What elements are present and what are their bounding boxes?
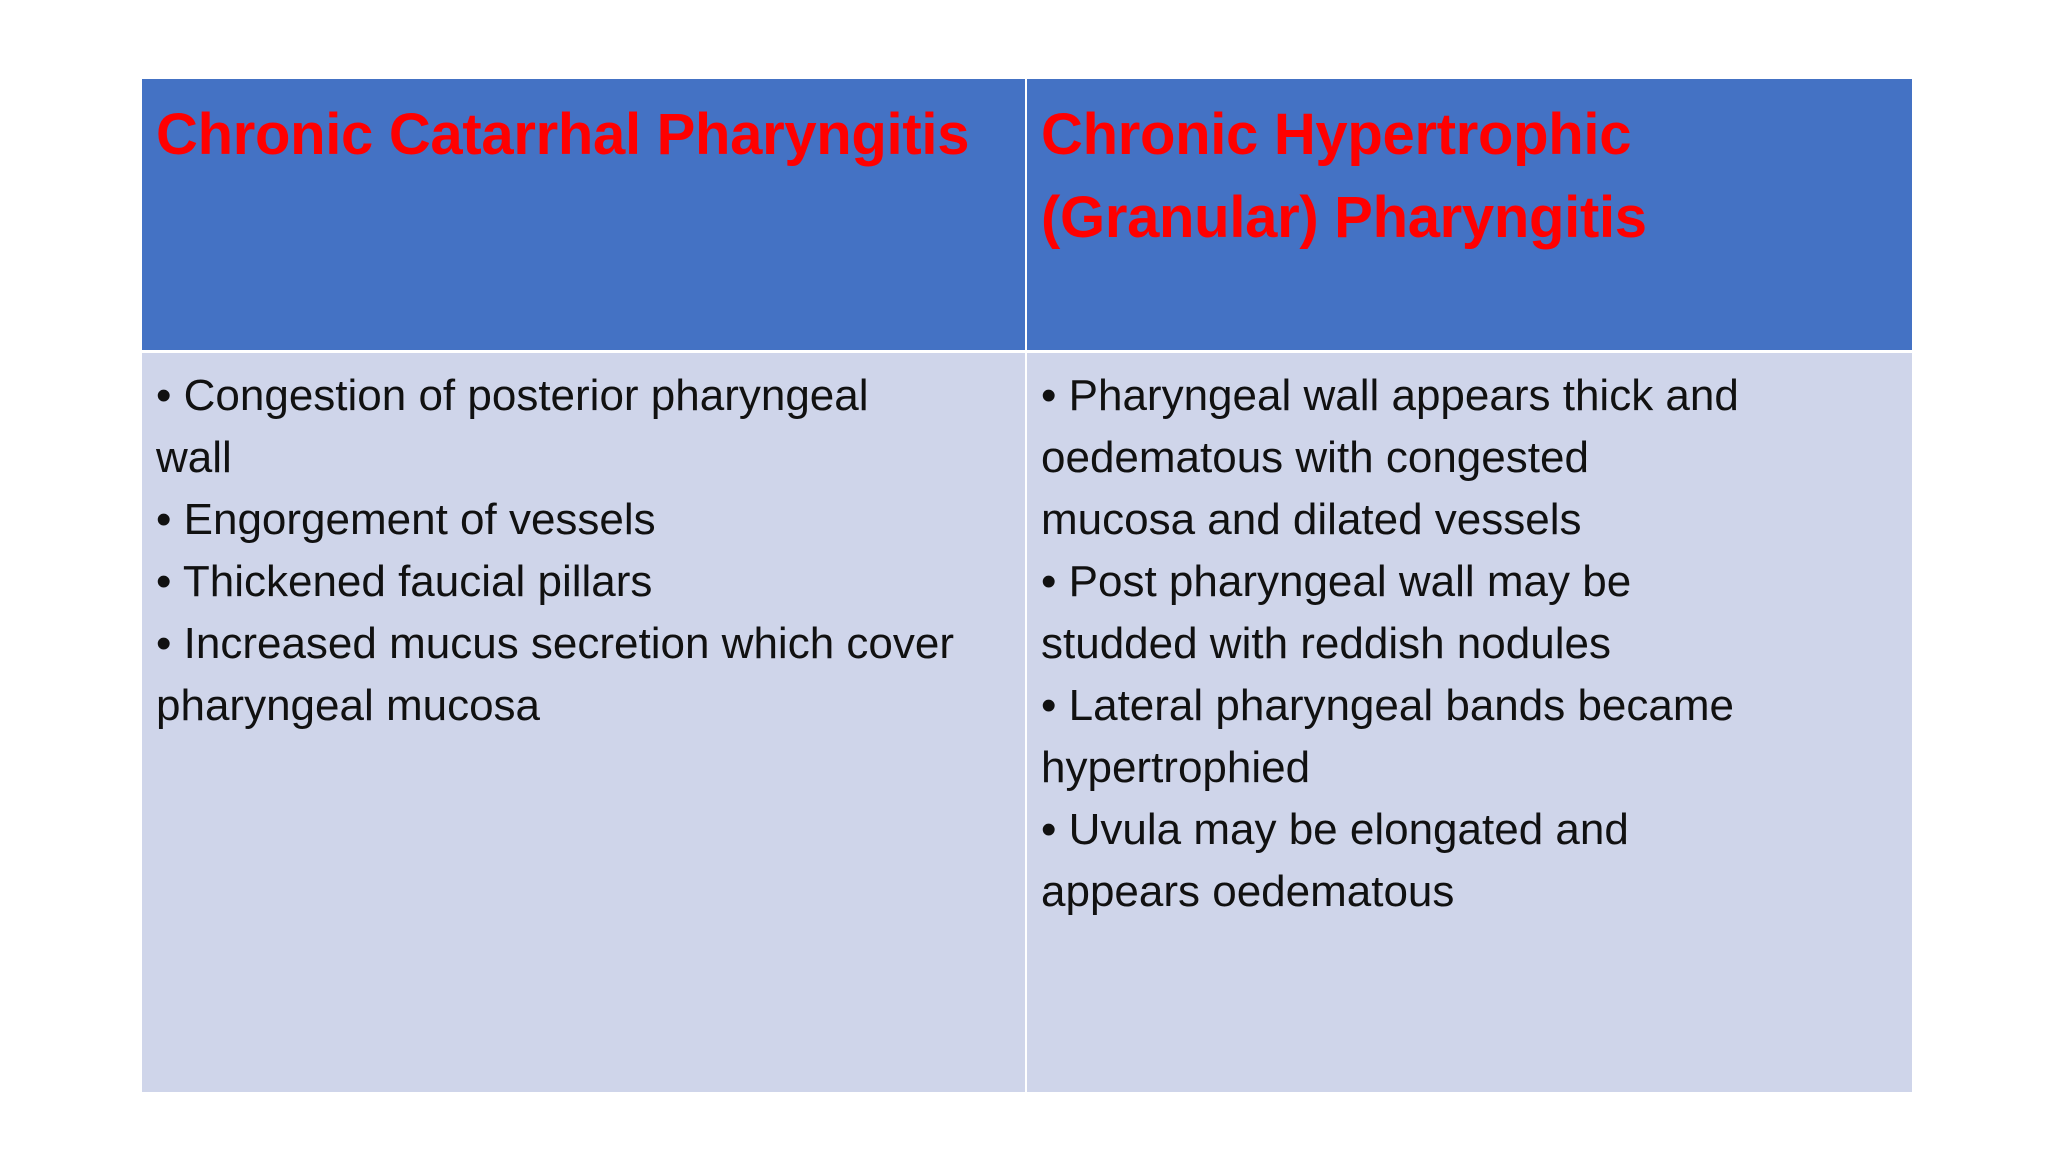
bullet-list: [156, 365, 956, 737]
column-heading: Chronic Hypertrophic (Granular) Pharyngitis: [1041, 102, 1647, 250]
body-cell-hypertrophic: [1027, 353, 1912, 1092]
comparison-table: [142, 79, 1912, 1092]
bullet-icon: •: [1041, 681, 1057, 730]
list-item: [1041, 551, 1741, 675]
header-cell-hypertrophic: [1027, 79, 1912, 353]
list-item: [1041, 675, 1741, 799]
list-item-text: Uvula may be elongated and appears oedematous: [1041, 805, 1629, 916]
bullet-icon: •: [156, 371, 172, 420]
bullet-icon: •: [156, 495, 172, 544]
bullet-list: [1041, 365, 1741, 923]
list-item: [156, 489, 956, 551]
list-item: [156, 613, 956, 737]
bullet-icon: •: [1041, 805, 1057, 854]
header-cell-catarrhal: [142, 79, 1027, 353]
list-item: [156, 365, 956, 489]
bullet-icon: •: [1041, 557, 1057, 606]
column-heading: Chronic Catarrhal Pharyngitis: [156, 102, 970, 167]
body-cell-catarrhal: [142, 353, 1027, 1092]
list-item-text: Lateral pharyngeal bands became hypertrophied: [1041, 681, 1734, 792]
list-item-text: Increased mucus secretion which cover pharyngeal mucosa: [156, 619, 954, 730]
list-item-text: Thickened faucial pillars: [182, 557, 653, 606]
list-item-text: Congestion of posterior pharyngeal wall: [156, 371, 869, 482]
list-item: [156, 551, 956, 613]
list-item: [1041, 799, 1741, 923]
list-item-text: Pharyngeal wall appears thick and oedematous with congested mucosa and dilated vessels: [1041, 371, 1739, 544]
bullet-icon: •: [1041, 371, 1057, 420]
list-item: [1041, 365, 1741, 551]
list-item-text: Post pharyngeal wall may be studded with reddish nodules: [1041, 557, 1632, 668]
list-item-text: Engorgement of vessels: [183, 495, 656, 544]
bullet-icon: •: [156, 557, 172, 606]
bullet-icon: •: [156, 619, 172, 668]
